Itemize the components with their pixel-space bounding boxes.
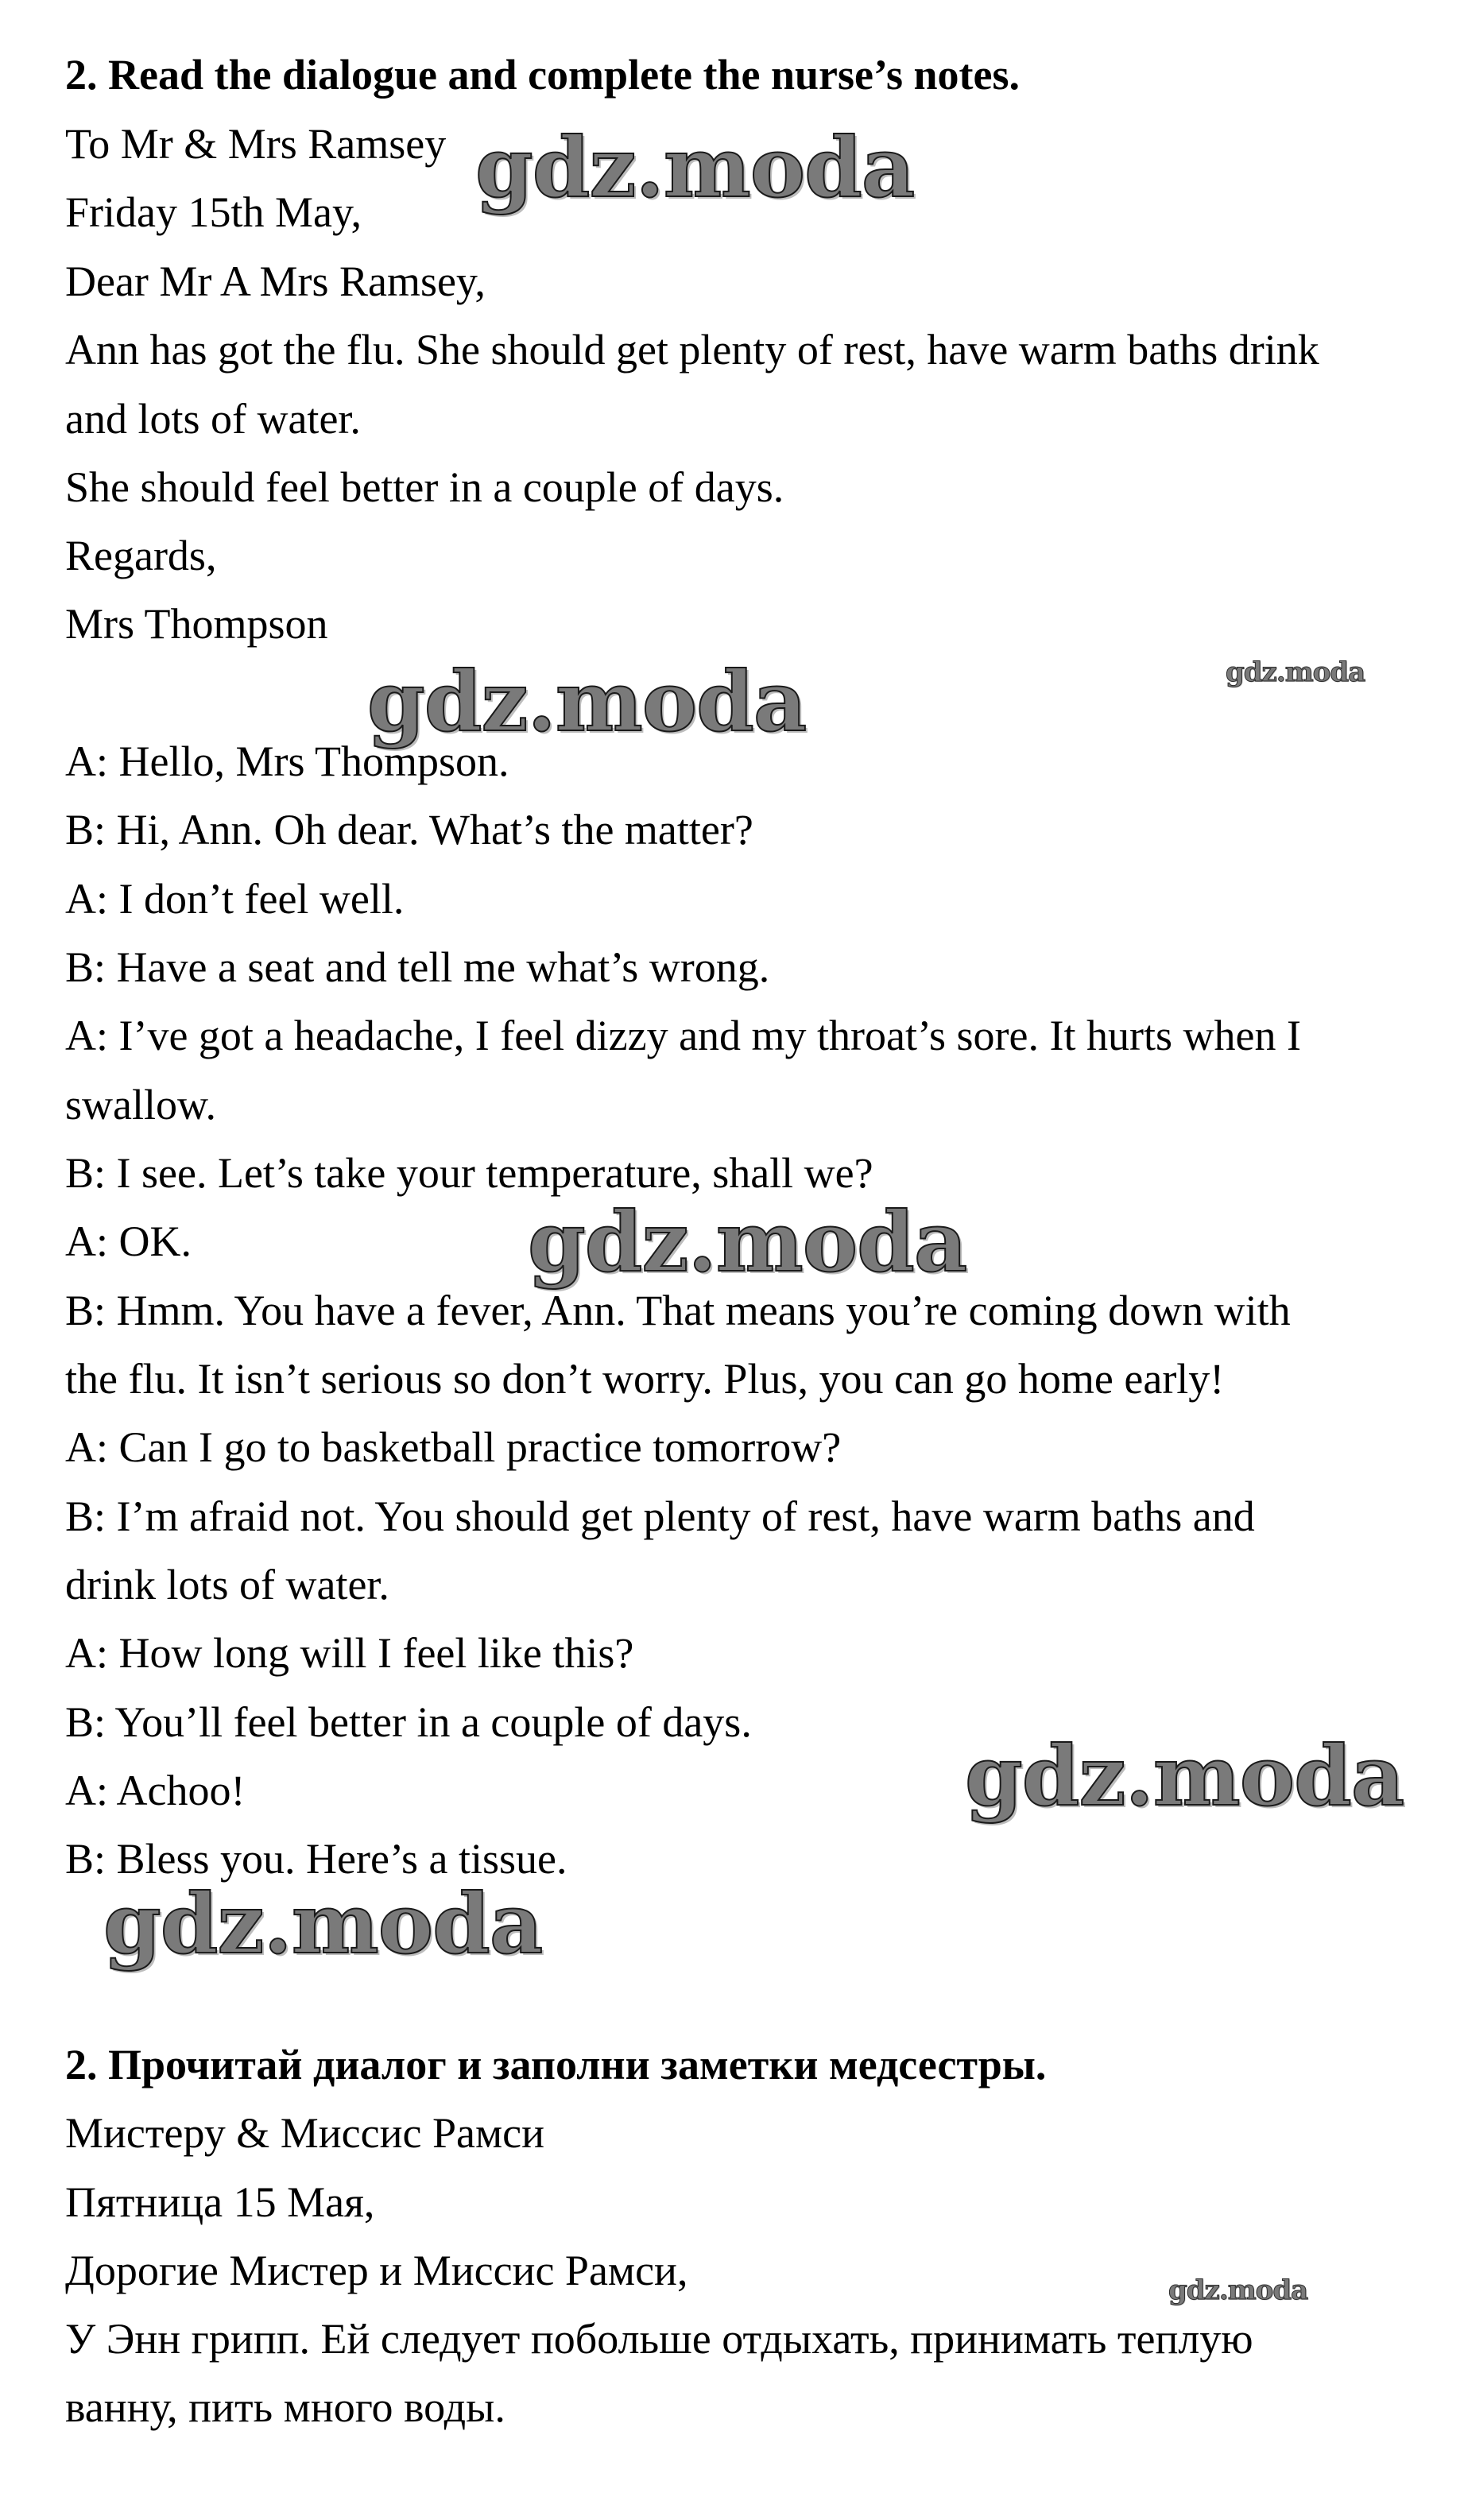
note-line: To Mr & Mrs Ramsey xyxy=(65,120,447,168)
dialogue-line: drink lots of water. xyxy=(65,1561,389,1608)
dialogue-line: B: Have a seat and tell me what’s wrong. xyxy=(65,943,770,991)
watermark: gdz.moda xyxy=(965,1727,1404,1825)
watermark: gdz.moda xyxy=(1168,2274,1308,2306)
dialogue-line: B: Hi, Ann. Oh dear. What’s the matter? xyxy=(65,806,753,854)
russian-note-line: Пятница 15 Мая, xyxy=(65,2178,375,2226)
watermark: gdz.moda xyxy=(475,118,915,216)
watermark: gdz.moda xyxy=(1226,656,1365,688)
dialogue-line: B: I’m afraid not. You should get plenty of rest, have warm baths and xyxy=(65,1492,1255,1540)
dialogue-line: swallow. xyxy=(65,1081,216,1128)
dialogue-line: B: Hmm. You have a fever, Ann. That means you’re coming down with xyxy=(65,1287,1291,1334)
note-line: Regards, xyxy=(65,532,217,579)
dialogue-line: A: How long will I feel like this? xyxy=(65,1629,634,1677)
dialogue-line: B: Bless you. Here’s a tissue. xyxy=(65,1835,567,1883)
dialogue-line: A: I’ve got a headache, I feel dizzy and my throat’s sore. It hurts when I xyxy=(65,1012,1301,1059)
dialogue-line: B: I see. Let’s take your temperature, shall we? xyxy=(65,1149,873,1197)
dialogue-line: A: OK. xyxy=(65,1217,192,1265)
english-heading: 2. Read the dialogue and complete the nurse’s notes. xyxy=(65,51,1020,99)
watermark: gdz.moda xyxy=(367,652,807,750)
dialogue-line: the flu. It isn’t serious so don’t worry. Plus, you can go home early! xyxy=(65,1355,1225,1403)
russian-note-line: У Энн грипп. Ей следует побольше отдыхать, принимать теплую xyxy=(65,2315,1253,2363)
note-line: Dear Mr A Mrs Ramsey, xyxy=(65,257,486,305)
note-line: and lots of water. xyxy=(65,395,361,443)
note-line: Mrs Thompson xyxy=(65,600,328,648)
dialogue-line: B: You’ll feel better in a couple of days. xyxy=(65,1698,752,1746)
russian-heading: 2. Прочитай диалог и заполни заметки медсестры. xyxy=(65,2041,1047,2088)
dialogue-line: A: Can I go to basketball practice tomorrow? xyxy=(65,1423,842,1471)
note-line: She should feel better in a couple of days. xyxy=(65,463,784,511)
dialogue-line: A: Achoo! xyxy=(65,1767,246,1814)
russian-note-line: Мистеру & Миссис Рамси xyxy=(65,2109,544,2157)
watermark: gdz.moda xyxy=(103,1875,543,1972)
russian-note-line: Дорогие Мистер и Миссис Рамси, xyxy=(65,2247,688,2294)
dialogue-line: A: I don’t feel well. xyxy=(65,875,405,923)
watermark: gdz.moda xyxy=(528,1193,967,1291)
note-line: Ann has got the flu. She should get plenty of rest, have warm baths drink xyxy=(65,326,1319,374)
dialogue-line: A: Hello, Mrs Thompson. xyxy=(65,737,509,785)
note-line: Friday 15th May, xyxy=(65,188,362,236)
russian-note-line: ванну, пить много воды. xyxy=(65,2383,505,2431)
